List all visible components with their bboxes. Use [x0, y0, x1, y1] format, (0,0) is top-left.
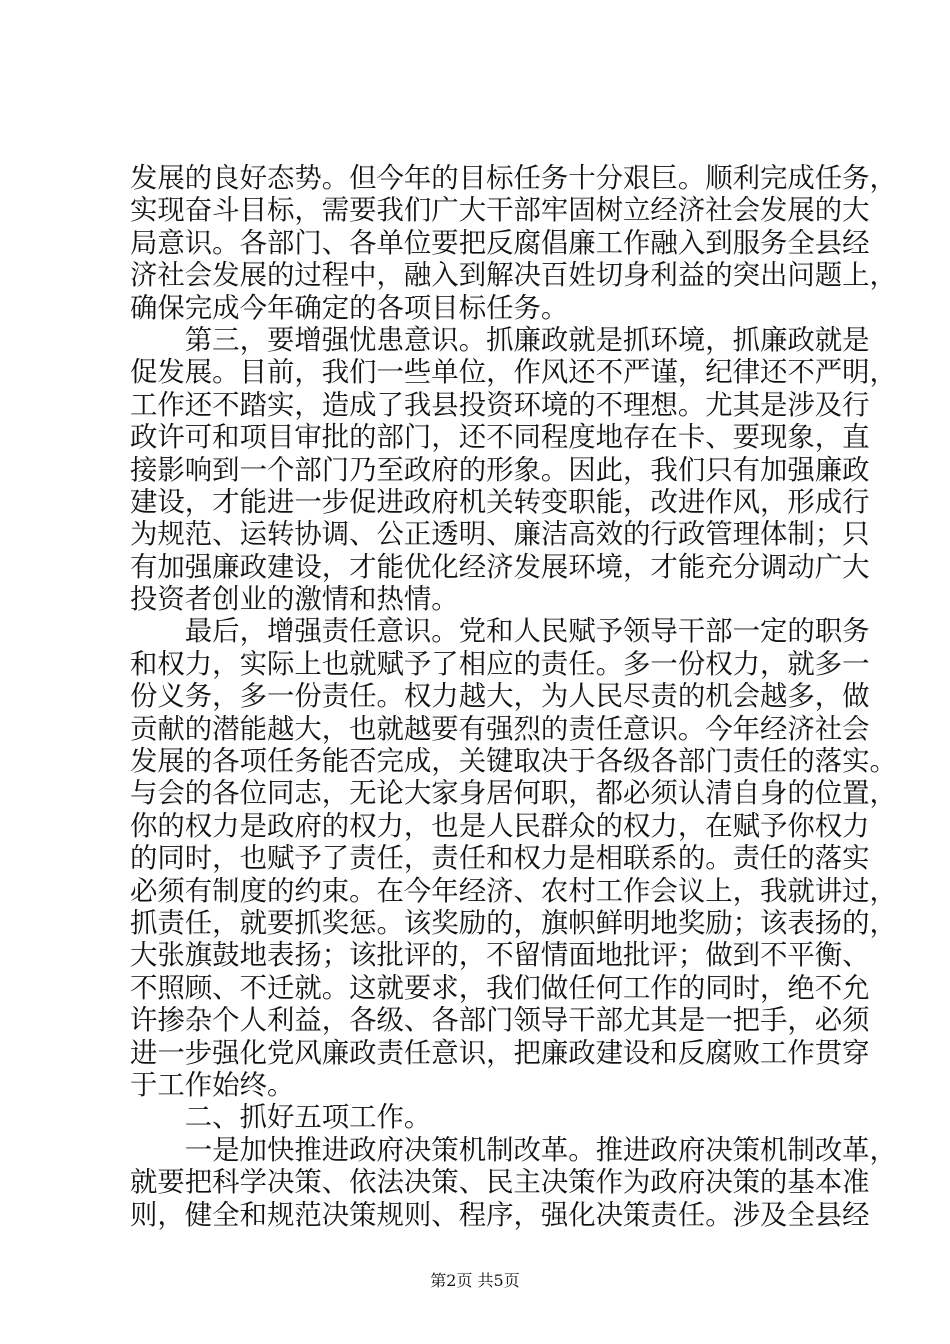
text-line: 与会的各位同志，无论大家身居何职，都必须认清自身的位置， [130, 778, 897, 810]
text-line: 局意识。各部门、各单位要把反腐倡廉工作融入到服务全县经 [130, 227, 870, 259]
text-line: 不照顾、不迁就。这就要求，我们做任何工作的同时，绝不允 [130, 972, 870, 1004]
page-number-label: 第2页 共5页 [430, 1271, 520, 1290]
text-line: 必须有制度的约束。在今年经济、农村工作会议上，我就讲过， [130, 875, 897, 907]
text-line: 一是加快推进政府决策机制改革。推进政府决策机制改革， [130, 1134, 897, 1166]
text-line: 抓责任，就要抓奖惩。该奖励的，旗帜鲜明地奖励；该表扬的， [130, 907, 897, 939]
document-body [130, 163, 897, 1232]
text-line: 就要把科学决策、依法决策、民主决策作为政府决策的基本准 [130, 1167, 870, 1199]
text-line: 进一步强化党风廉政责任意识，把廉政建设和反腐败工作贯穿 [130, 1037, 870, 1069]
text-line: 第三，要增强忧患意识。抓廉政就是抓环境，抓廉政就是 [130, 324, 870, 356]
text-line: 促发展。目前，我们一些单位，作风还不严谨，纪律还不严明， [130, 357, 897, 389]
text-line: 发展的良好态势。但今年的目标任务十分艰巨。顺利完成任务， [130, 163, 897, 194]
text-line: 二、抓好五项工作。 [130, 1102, 432, 1134]
text-line: 和权力，实际上也就赋予了相应的责任。多一份权力，就多一 [130, 648, 870, 680]
text-line: 贡献的潜能越大，也就越要有强烈的责任意识。今年经济社会 [130, 713, 870, 745]
text-line: 许掺杂个人利益，各级、各部门领导干部尤其是一把手，必须 [130, 1005, 870, 1037]
text-line: 建设，才能进一步促进政府机关转变职能，改进作风，形成行 [130, 486, 870, 518]
text-line: 则，健全和规范决策规则、程序，强化决策责任。涉及全县经 [130, 1199, 870, 1231]
text-line: 最后，增强责任意识。党和人民赋予领导干部一定的职务 [130, 616, 870, 648]
text-line: 为规范、运转协调、公正透明、廉洁高效的行政管理体制；只 [130, 519, 870, 551]
text-line: 投资者创业的激情和热情。 [130, 584, 459, 616]
text-line: 大张旗鼓地表扬；该批评的，不留情面地批评；做到不平衡、 [130, 940, 870, 972]
text-line: 的同时，也赋予了责任，责任和权力是相联系的。责任的落实 [130, 843, 870, 875]
text-line: 实现奋斗目标，需要我们广大干部牢固树立经济社会发展的大 [130, 195, 870, 227]
text-line: 份义务，多一份责任。权力越大，为人民尽责的机会越多，做 [130, 681, 870, 713]
text-line: 政许可和项目审批的部门，还不同程度地存在卡、要现象，直 [130, 422, 870, 454]
text-line: 工作还不踏实，造成了我县投资环境的不理想。尤其是涉及行 [130, 389, 870, 421]
text-line: 于工作始终。 [130, 1069, 295, 1101]
text-line: 确保完成今年确定的各项目标任务。 [130, 292, 569, 324]
text-line: 发展的各项任务能否完成，关键取决于各级各部门责任的落实。 [130, 746, 897, 778]
text-line: 有加强廉政建设，才能优化经济发展环境，才能充分调动广大 [130, 551, 870, 583]
text-line: 济社会发展的过程中，融入到解决百姓切身利益的突出问题上， [130, 260, 897, 292]
page-footer [0, 1271, 950, 1291]
text-line: 接影响到一个部门乃至政府的形象。因此，我们只有加强廉政 [130, 454, 870, 486]
text-line: 你的权力是政府的权力，也是人民群众的权力，在赋予你权力 [130, 810, 870, 842]
